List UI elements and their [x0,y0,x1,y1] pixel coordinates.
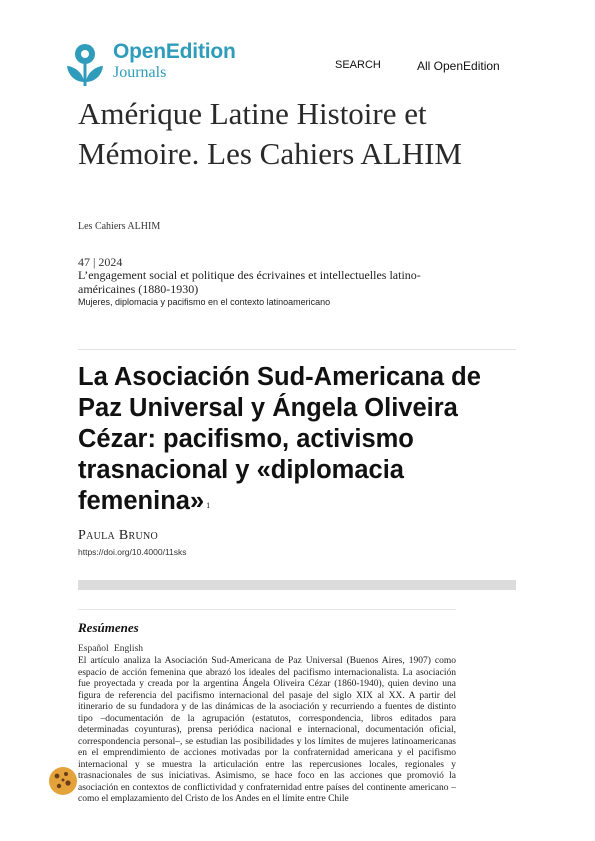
journal-short-title: Les Cahiers ALHIM [78,221,161,232]
cookie-icon[interactable] [48,766,78,796]
language-switcher [78,644,146,654]
lang-english[interactable]: English [113,644,144,654]
issue-title[interactable]: L’engagement social et politique des écrivaines et intellectuelles latino-américaines (1880-1930) [78,268,421,296]
author-name[interactable]: Paula Bruno [78,528,159,543]
brand-subtitle[interactable]: Journals [113,64,167,81]
toolbar-bar [78,580,516,590]
issue-section[interactable]: Mujeres, diplomacia y pacifismo en el contexto latinoamericano [78,297,331,307]
doi-link[interactable]: https://doi.org/10.4000/11sks [78,547,187,557]
abstracts-heading: Resúmenes [78,620,139,635]
all-openedition-link[interactable]: All OpenEdition [417,59,500,73]
lang-spanish[interactable]: Español [78,644,109,654]
article-title-text: La Asociación Sud-Americana de Paz Universal y Ángela Oliveira Cézar: pacifismo, activismo trasnacional y «diplomacia femenina» [78,363,481,515]
divider [78,609,456,610]
openedition-logo-icon[interactable] [65,42,105,88]
journal-title[interactable]: Amérique Latine Histoire et Mémoire. Les Cahiers ALHIM [78,96,462,171]
article-title [78,362,508,517]
divider [78,349,516,350]
search-link[interactable]: SEARCH [335,59,381,71]
issue-number[interactable]: 47 | 2024 [78,255,123,269]
abstract-text: El artículo analiza la Asociación Sud-Americana de Paz Universal (Buenos Aires, 1907) como espacio de acción femenina que abrazó los ideales del pacifismo internacionalista. La asociación fue proyectada y creada por la argentina Ángela Oliveira Cézar (1860-1940), quien devino una figura de referencia del pacifismo internacional del pasaje del siglo XIX al XX. A partir del itinerario de su fundadora y de las dinámicas de la asociación y recurriendo a fuentes de distinto tipo –documentación de la agrupación (estatutos, correspondencia, libros editados para determinadas coyunturas), prensa periódica nacional e internacional, documentación oficial, correspondencia personal–, se estudian las posibilidades y los límites de mujeres latinoamericanas en el emprendimiento de acciones motivadas por la confraternidad americana y el pacifismo internacional y se muestra la articulación entre las repercusiones locales, regionales y trasnacionales de sus iniciativas. Asimismo, se hace foco en las acciones que promovió la asociación en contextos de conflictividad y confraternidad entre países del continente americano –como el emplazamiento del Cristo de los Andes en el límite entre Chile [78,656,456,804]
brand-name[interactable]: OpenEdition [113,40,236,63]
footnote-ref[interactable]: 1 [206,501,211,510]
